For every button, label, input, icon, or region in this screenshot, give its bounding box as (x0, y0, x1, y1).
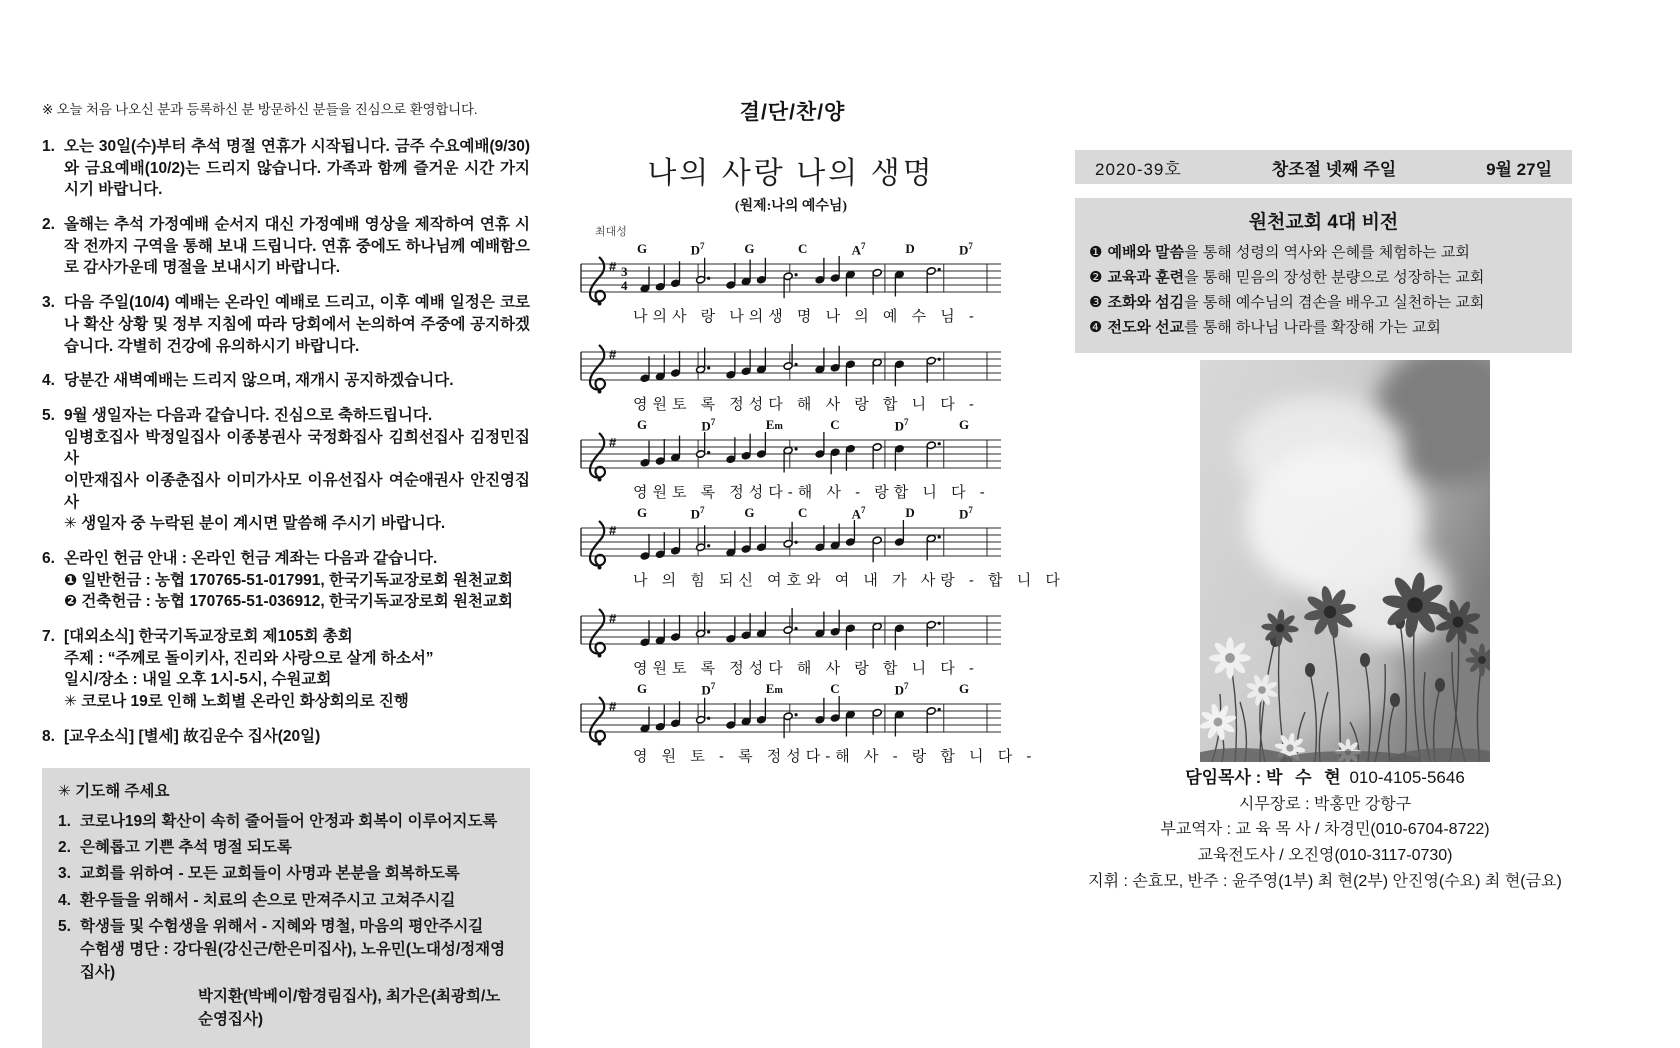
prayer-item-body (80, 889, 514, 912)
prayer-item-line: 학생들 및 수험생을 위해서 - 지혜와 명철, 마음의 평안주시길 (80, 915, 514, 938)
cosmos-flowers-photo-svg (1200, 360, 1490, 762)
prayer-box-title: ✳ 기도해 주세요 (58, 780, 514, 803)
prayer-item-list (58, 810, 514, 1031)
announcement-line: 온라인 헌금 안내 : 온라인 헌금 계좌는 다음과 같습니다. (64, 548, 530, 570)
staff-lines-svg (579, 430, 1003, 482)
sheet-music (579, 148, 1003, 769)
lyric-line: 영 원 토 - 록 정성다-해 사 - 랑 합 니 다 - (633, 745, 1036, 766)
vision-description: 을 통해 예수님의 겸손을 배우고 실천하는 교회 (1184, 294, 1484, 311)
prayer-item-body (80, 915, 514, 1031)
vision-keyword: 교육과 훈련 (1107, 269, 1184, 286)
song-composer: 최대성 (595, 223, 1003, 239)
announcement-line: ✳ 생일자 중 누락된 분이 계시면 말씀해 주시기 바랍니다. (64, 513, 530, 535)
chord-symbol: G (637, 681, 647, 697)
chord-symbol: C (798, 241, 807, 257)
announcement-item (42, 370, 530, 392)
announcement-number: 7. (42, 626, 64, 713)
announcement-list (42, 136, 530, 748)
staff-lines-svg (579, 694, 1003, 746)
vision-item-list (1089, 241, 1558, 337)
prayer-item (58, 915, 514, 1031)
education-evangelist-line: 교육전도사 / 오진영(010-3117-0730) (1055, 843, 1595, 869)
prayer-item-number: 3. (58, 862, 80, 885)
announcement-body (64, 136, 530, 201)
announcement-line: 다음 주일(10/4) 예배는 온라인 예배로 드리고, 이후 예배 일정은 코로나 확산 상황 및 정부 지침에 따라 당회에서 논의하여 주중에 공지하겠습니다. 각별히 건강에 유의하시기 바랍니다. (64, 292, 530, 357)
prayer-item-number: 5. (58, 915, 80, 1031)
svg-text:4: 4 (621, 278, 628, 293)
staff-system (579, 241, 1003, 329)
vision-bullet-icon: ❸ (1089, 294, 1102, 311)
announcement-number: 6. (42, 548, 64, 613)
prayer-item-body (80, 862, 514, 885)
announcement-item (42, 726, 530, 748)
announcement-number: 2. (42, 214, 64, 279)
announcement-number: 8. (42, 726, 64, 748)
announcement-body (64, 292, 530, 357)
church-info-column (1075, 150, 1572, 353)
lyric-line: 나 의 힘 되신 여호와 여 내 가 사랑 - 합 니 다 (633, 569, 1065, 590)
svg-text:3: 3 (621, 264, 628, 279)
vision-bullet-icon: ❶ (1089, 244, 1102, 261)
announcement-item (42, 405, 530, 535)
lyric-line: 영원토 록 정성다-해 사 - 랑합 니 다 - (633, 481, 990, 502)
issue-header-bar (1075, 150, 1572, 184)
music-staves (579, 241, 1003, 769)
senior-pastor-line (1055, 764, 1595, 792)
vision-bullet-icon: ❹ (1089, 319, 1102, 336)
announcement-line: 임병호집사 박정일집사 이종봉권사 국정화집사 김희선집사 김정민집사 (64, 427, 530, 470)
announcement-line: 오는 30일(수)부터 추석 명절 연휴가 시작됩니다. 금주 수요예배(9/30)와 금요예배(10/2)는 드리지 않습니다. 가족과 함께 즐거운 시간 가지시기 바랍니다. (64, 136, 530, 201)
chord-row (579, 505, 1003, 519)
lyric-line: 영원토 록 정성다 해 사 랑 합 니 다 - (633, 657, 979, 678)
liturgical-week: 창조절 넷째 주일 (1272, 155, 1396, 180)
announcement-body (64, 214, 530, 279)
svg-text:#: # (609, 259, 617, 274)
announcement-body (64, 626, 530, 713)
svg-text:#: # (609, 611, 617, 626)
chord-symbol: Em (766, 417, 783, 433)
announcement-body (64, 405, 530, 535)
announcement-item (42, 548, 530, 613)
announcement-line: ❶ 일반헌금 : 농협 170765-51-017991, 한국기독교장로회 원천교회 (64, 570, 530, 592)
chord-symbol: Em (766, 681, 783, 697)
chord-symbol: G (744, 505, 754, 521)
staff-lines-svg (579, 518, 1003, 570)
issue-number: 2020-39호 (1095, 155, 1182, 180)
svg-text:#: # (609, 347, 617, 362)
prayer-item-line: 박지환(박베이/함경림집사), 최가은(최광희/노순영집사) (198, 985, 514, 1032)
vision-item (1089, 241, 1558, 262)
lyric-line: 나의사 랑 나의생 명 나 의 예 수 님 - (633, 305, 979, 326)
flower-shape (1209, 637, 1251, 679)
chord-symbol: G (637, 241, 647, 257)
announcement-number: 4. (42, 370, 64, 392)
announcement-line: [교우소식] [별세] 故김운수 집사(20일) (64, 726, 530, 748)
chord-symbol: $D^7$ (959, 241, 973, 258)
vision-keyword: 예배와 말씀 (1107, 244, 1184, 261)
announcement-line: 9월 생일자는 다음과 같습니다. 진심으로 축하드립니다. (64, 405, 530, 427)
chord-symbol: G (637, 417, 647, 433)
senior-pastor-phone: 010-4105-5646 (1349, 768, 1464, 787)
staff-lines-svg (579, 342, 1003, 394)
prayer-item-line: 환우들을 위해서 - 치료의 손으로 만져주시고 고쳐주시길 (80, 889, 514, 912)
vision-keyword: 조화와 섬김 (1107, 294, 1184, 311)
svg-text:#: # (609, 699, 617, 714)
prayer-item (58, 810, 514, 833)
vision-box (1075, 198, 1572, 353)
associate-pastor-line: 부교역자 : 교 육 목 사 / 차경민(010-6704-8722) (1055, 817, 1595, 843)
vision-item (1089, 266, 1558, 287)
vision-title: 원천교회 4대 비전 (1089, 207, 1558, 234)
prayer-item-body (80, 836, 514, 859)
announcement-number: 1. (42, 136, 64, 201)
announcement-item (42, 214, 530, 279)
prayer-item-number: 4. (58, 889, 80, 912)
vision-description: 을 통해 믿음의 장성한 분량으로 성장하는 교회 (1184, 269, 1484, 286)
senior-pastor-name: 박 수 현 (1266, 768, 1345, 787)
announcement-line: ✳ 코로나 19로 인해 노회별 온라인 화상회의로 진행 (64, 691, 530, 713)
announcement-line: 당분간 새벽예배는 드리지 않으며, 재개시 공지하겠습니다. (64, 370, 530, 392)
vision-bullet-icon: ❷ (1089, 269, 1102, 286)
announcement-line: 일시/장소 : 내일 오후 1시-5시, 수원교회 (64, 669, 530, 691)
prayer-item-line: 수험생 명단 : 강다원(강신근/한은미집사), 노유민(노대성/정재영집사) (80, 938, 514, 985)
staff-system (579, 329, 1003, 417)
chord-symbol: $D^7$ (701, 681, 715, 698)
prayer-item-line: 은혜롭고 기쁜 추석 명절 되도록 (80, 836, 514, 859)
staff-lines-svg (579, 254, 1003, 306)
announcements-column (42, 98, 530, 1048)
chord-symbol: $D^7$ (691, 241, 705, 258)
chord-symbol: G (744, 241, 754, 257)
svg-text:#: # (609, 435, 617, 450)
chord-symbol: D (905, 241, 914, 257)
announcement-line: ❷ 건축헌금 : 농협 170765-51-036912, 한국기독교장로회 원천교회 (64, 591, 530, 613)
prayer-item-line: 교회를 위하여 - 모든 교회들이 사명과 본분을 회복하도록 (80, 862, 514, 885)
chord-symbol: C (830, 681, 839, 697)
staff-system (579, 681, 1003, 769)
song-subtitle: (원제:나의 예수님) (579, 195, 1003, 215)
staff-lines-svg (579, 606, 1003, 658)
chord-row (579, 417, 1003, 431)
vision-item (1089, 291, 1558, 312)
staff-system (579, 417, 1003, 505)
elders-line: 시무장로 : 박홍만 강항구 (1055, 792, 1595, 818)
staff-system (579, 593, 1003, 681)
announcement-body (64, 548, 530, 613)
chord-symbol: $D^7$ (959, 505, 973, 522)
announcement-body (64, 370, 530, 392)
song-title: 나의 사랑 나의 생명 (579, 148, 1003, 192)
announcement-body (64, 726, 530, 748)
issue-date: 9월 27일 (1486, 155, 1552, 180)
announcement-line: 올해는 추석 가정예배 순서지 대신 가정예배 영상을 제작하여 연휴 시작 전까지 구역을 통해 보내 드립니다. 연휴 중에도 하나님께 예배함으로 감사가운데 명절을 보내시기 바랍니다. (64, 214, 530, 279)
announcement-line: 이만재집사 이종춘집사 이미가사모 이유선집사 여순애권사 안진영집사 (64, 470, 530, 513)
prayer-item (58, 889, 514, 912)
chord-symbol: $A^7$ (852, 505, 866, 522)
announcement-item (42, 292, 530, 357)
prayer-item (58, 862, 514, 885)
announcement-line: [대외소식] 한국기독교장로회 제105회 총회 (64, 626, 530, 648)
vision-item (1089, 316, 1558, 337)
chord-symbol: $D^7$ (895, 417, 909, 434)
cosmos-flowers-photo (1200, 360, 1490, 762)
announcement-line: 주제 : “주께로 돌이키사, 진리와 사랑으로 살게 하소서” (64, 648, 530, 670)
prayer-request-box (42, 768, 530, 1048)
announcement-item (42, 136, 530, 201)
chord-symbol: $D^7$ (895, 681, 909, 698)
senior-pastor-label: 담임목사 : (1185, 768, 1261, 787)
vision-description: 을 통해 성령의 역사와 은혜를 체험하는 교회 (1184, 244, 1470, 261)
hymn-column (565, 96, 1020, 769)
chord-symbol: D (905, 505, 914, 521)
announcement-item (42, 626, 530, 713)
chord-row (579, 681, 1003, 695)
church-staff-info (1055, 764, 1595, 895)
hymn-section-title: 결/단/찬/양 (565, 96, 1020, 126)
lyric-line: 영원토 록 정성다 해 사 랑 합 니 다 - (633, 393, 979, 414)
chord-symbol: $D^7$ (691, 505, 705, 522)
vision-description: 를 통해 하나님 나라를 확장해 가는 교회 (1184, 319, 1441, 336)
prayer-item-line: 코로나19의 확산이 속히 줄어들어 안정과 회복이 이루어지도록 (80, 810, 514, 833)
chord-row (579, 241, 1003, 255)
staff-system (579, 505, 1003, 593)
announcement-number: 5. (42, 405, 64, 535)
announcement-number: 3. (42, 292, 64, 357)
prayer-item-number: 2. (58, 836, 80, 859)
chord-symbol: G (959, 417, 969, 433)
svg-text:#: # (609, 523, 617, 538)
chord-symbol: G (959, 681, 969, 697)
prayer-item-body (80, 810, 514, 833)
music-staff-line: 지휘 : 손효모, 반주 : 윤주영(1부) 최 현(2부) 안진영(수요) 최 현(금요) (1055, 869, 1595, 895)
vision-keyword: 전도와 선교 (1107, 319, 1184, 336)
welcome-line: ※ 오늘 처음 나오신 분과 등록하신 분 방문하신 분들을 진심으로 환영합니다. (42, 98, 530, 118)
chord-symbol: C (830, 417, 839, 433)
prayer-item (58, 836, 514, 859)
chord-symbol: $A^7$ (852, 241, 866, 258)
prayer-item-number: 1. (58, 810, 80, 833)
chord-symbol: $D^7$ (701, 417, 715, 434)
chord-symbol: C (798, 505, 807, 521)
chord-symbol: G (637, 505, 647, 521)
